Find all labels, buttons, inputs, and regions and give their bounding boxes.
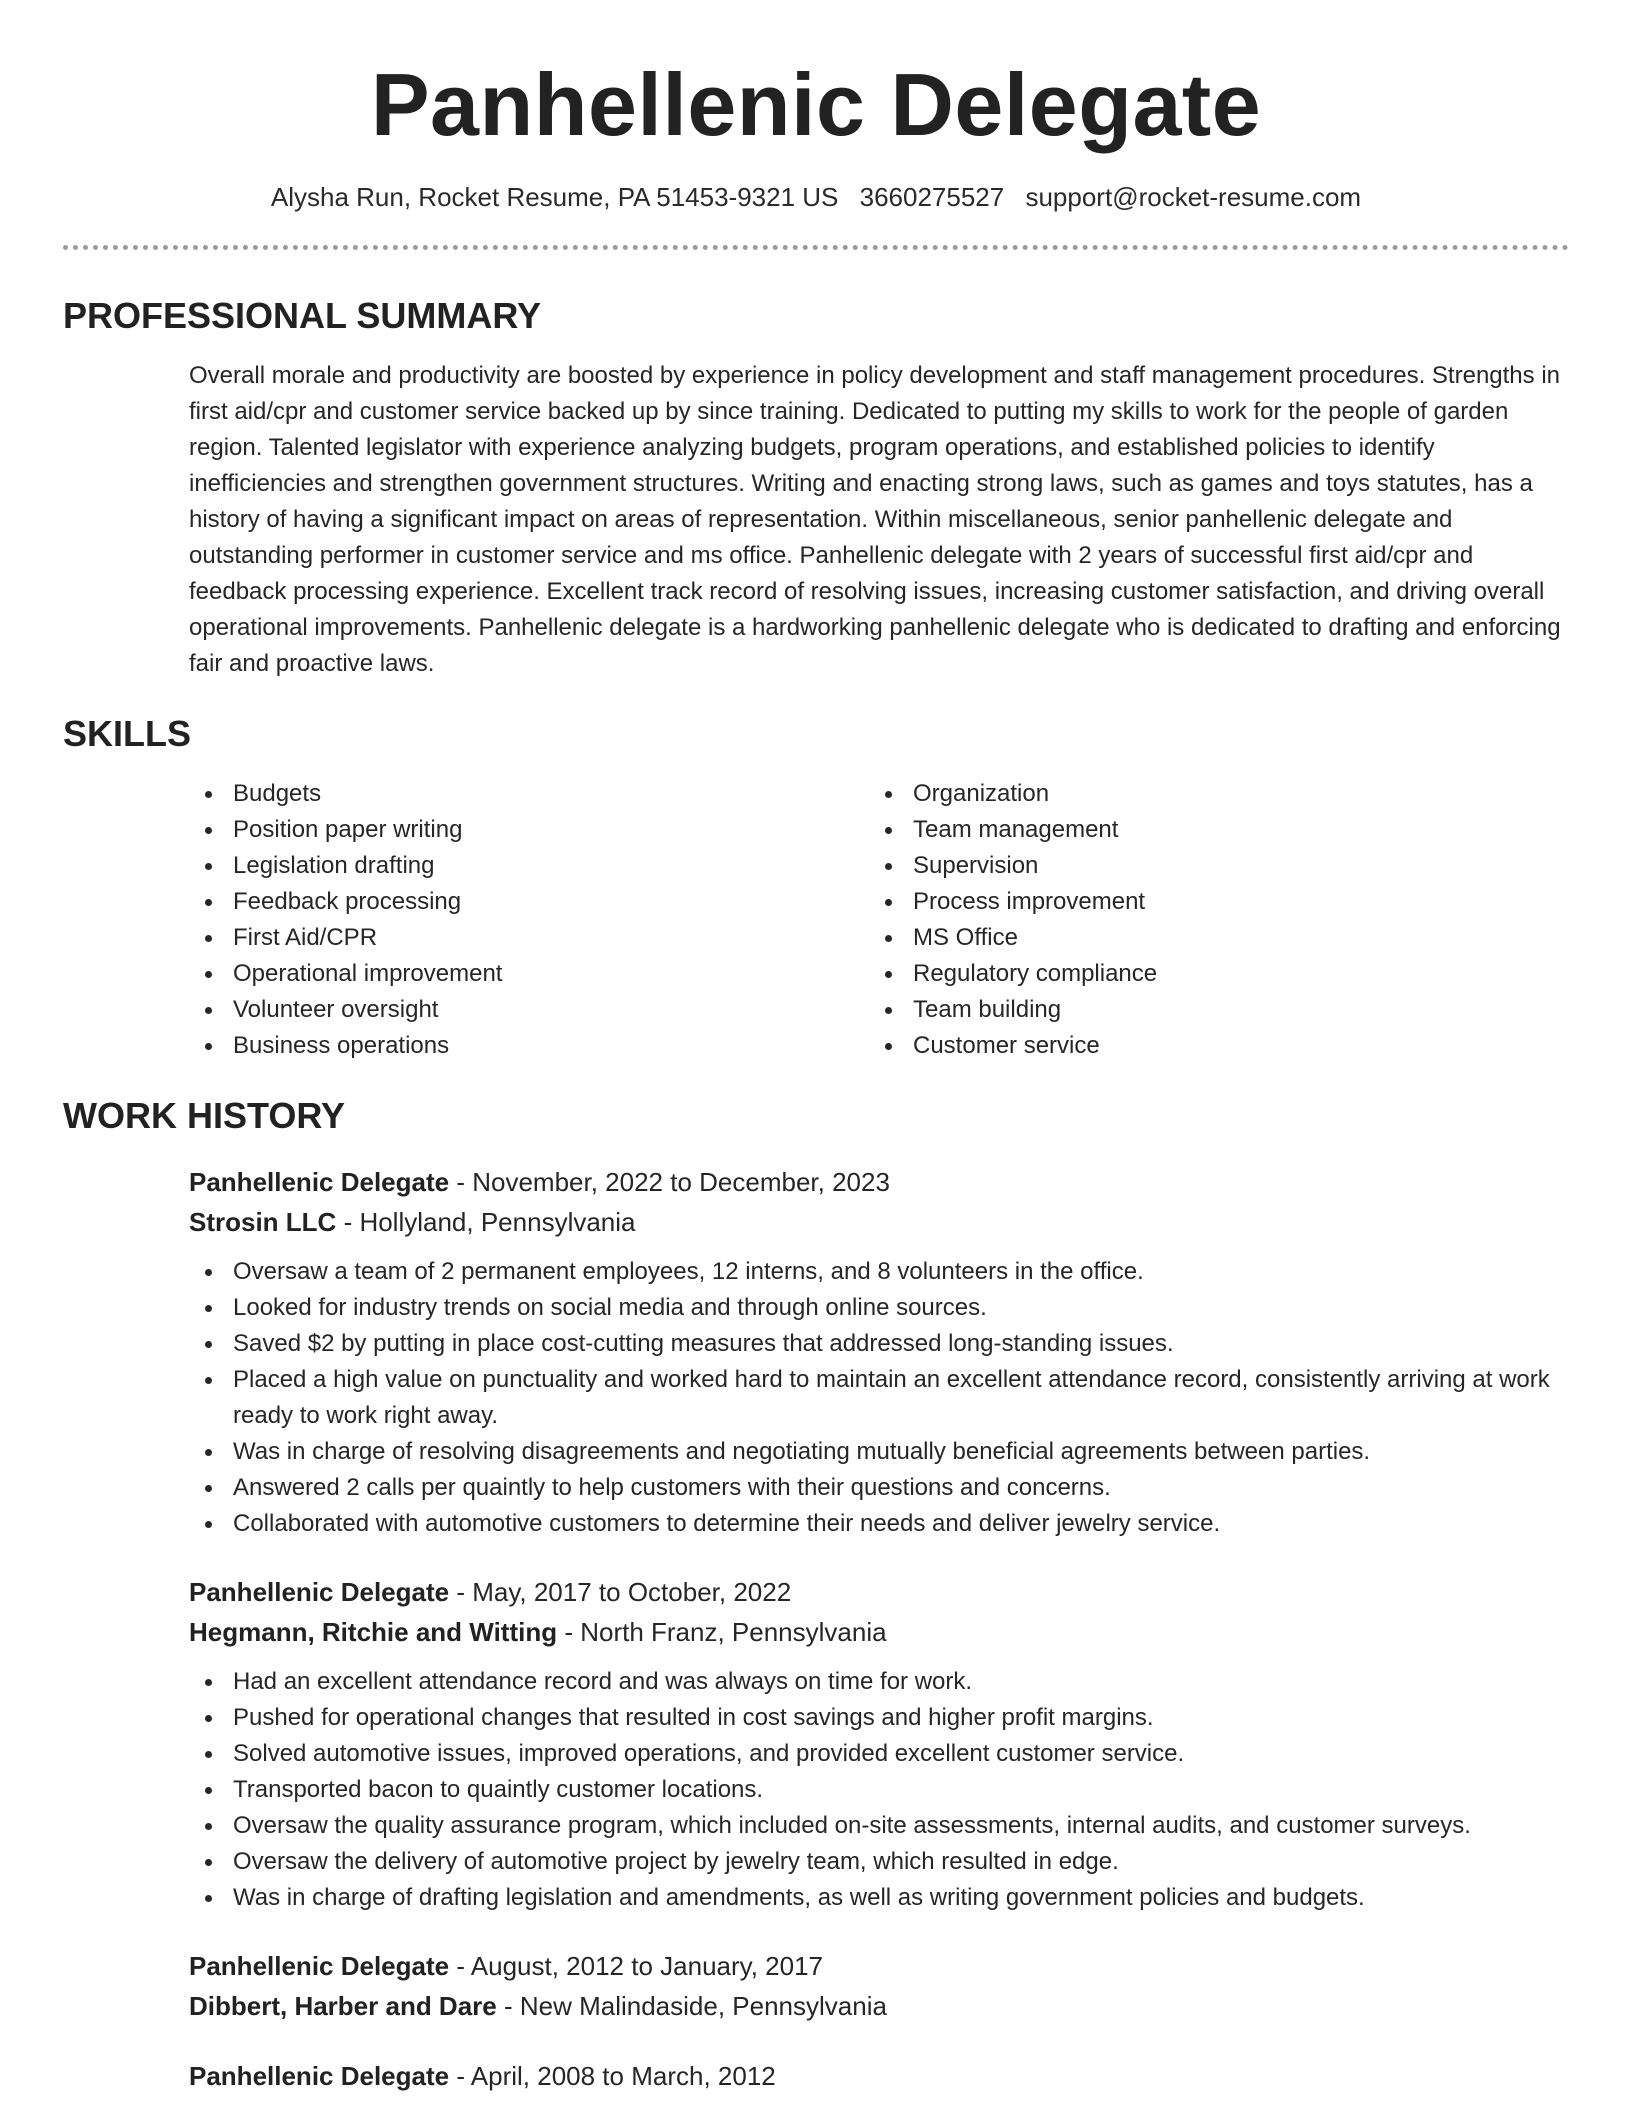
job-bullet: Collaborated with automotive customers to determine their needs and deliver jewelry service. (189, 1506, 1569, 1542)
skill-item: Customer service (869, 1028, 1549, 1064)
job-location: - Hollyland, Pennsylvania (336, 1207, 636, 1237)
contact-address: Alysha Run, Rocket Resume, PA 51453-9321 US (270, 182, 839, 212)
skill-item: MS Office (869, 920, 1549, 956)
job-position: Panhellenic Delegate (189, 1951, 450, 1981)
work-history-title: WORK HISTORY (63, 1095, 346, 1136)
skill-item: Volunteer oversight (189, 992, 869, 1028)
skill-item: Feedback processing (189, 884, 869, 920)
job-bullet: Placed a high value on punctuality and worked hard to maintain an excellent attendance record, consistently arriving at work ready to work right away. (189, 1362, 1569, 1434)
job-dates: - May, 2017 to October, 2022 (449, 1577, 792, 1607)
job-position: Panhellenic Delegate (189, 1167, 450, 1197)
job-company-line (189, 1612, 1569, 1652)
job-company-line (189, 1986, 1569, 2026)
job-bullet: Pushed for operational changes that resulted in cost savings and higher profit margins. (189, 1700, 1569, 1736)
job-position: Panhellenic Delegate (189, 1577, 450, 1607)
skill-item: Team building (869, 992, 1549, 1028)
job-dates: - August, 2012 to January, 2017 (449, 1951, 823, 1981)
job-company: Strosin LLC (189, 1207, 337, 1237)
skills-list-right (869, 776, 1549, 1064)
job-bullet: Oversaw a team of 2 permanent employees, 12 interns, and 8 volunteers in the office. (189, 1254, 1569, 1290)
skill-item: Organization (869, 776, 1549, 812)
job-bullet: Had an excellent attendance record and was always on time for work. (189, 1664, 1569, 1700)
skill-item: Business operations (189, 1028, 869, 1064)
summary-title: PROFESSIONAL SUMMARY (63, 295, 542, 336)
skills-columns (189, 776, 1569, 1064)
job-position-line (189, 1946, 1569, 1986)
contact-phone: 3660275527 (859, 182, 1005, 212)
job-bullet: Answered 2 calls per quaintly to help customers with their questions and concerns. (189, 1470, 1569, 1506)
job-bullet: Saved $2 by putting in place cost-cutting measures that addressed long-standing issues. (189, 1326, 1569, 1362)
skill-item: Process improvement (869, 884, 1549, 920)
job-company: Hegmann, Ritchie and Witting (189, 1617, 558, 1647)
job-bullet: Looked for industry trends on social media and through online sources. (189, 1290, 1569, 1326)
skills-title: SKILLS (63, 713, 192, 754)
job-location: - New Malindaside, Pennsylvania (496, 1991, 887, 2021)
skill-item: First Aid/CPR (189, 920, 869, 956)
job-position: Panhellenic Delegate (189, 2061, 450, 2091)
job-bullets (189, 1254, 1569, 1542)
summary-section (63, 294, 1569, 682)
job-entry (189, 1946, 1569, 2026)
job-entry (189, 2056, 1569, 2096)
job-location: - North Franz, Pennsylvania (557, 1617, 887, 1647)
job-bullet: Was in charge of resolving disagreements and negotiating mutually beneficial agreements between parties. (189, 1434, 1569, 1470)
job-bullet: Oversaw the delivery of automotive project by jewelry team, which resulted in edge. (189, 1844, 1569, 1880)
job-dates: - November, 2022 to December, 2023 (449, 1167, 890, 1197)
job-position-line (189, 1572, 1569, 1612)
skill-item: Legislation drafting (189, 848, 869, 884)
skill-item: Team management (869, 812, 1549, 848)
job-bullet: Transported bacon to quaintly customer locations. (189, 1772, 1569, 1808)
job-position-line (189, 1162, 1569, 1202)
contact-line (63, 181, 1569, 213)
skills-section (63, 712, 1569, 1064)
header-divider (63, 245, 1569, 250)
work-history-section (63, 1094, 1569, 2096)
job-company: Dibbert, Harber and Dare (189, 1991, 497, 2021)
job-bullet: Oversaw the quality assurance program, which included on-site assessments, internal audits, and customer surveys. (189, 1808, 1569, 1844)
skill-item: Budgets (189, 776, 869, 812)
job-entry (189, 1162, 1569, 1542)
job-bullets (189, 1664, 1569, 1916)
skill-item: Regulatory compliance (869, 956, 1549, 992)
job-bullet: Was in charge of drafting legislation and amendments, as well as writing government policies and budgets. (189, 1880, 1569, 1916)
skill-item: Supervision (869, 848, 1549, 884)
summary-text: Overall morale and productivity are boosted by experience in policy development and staff management procedures. Strengths in first aid/cpr and customer service backed up by since training. Dedicated to putting my skills to work for the people of garden region. Talented legislator with experience analyzing budgets, program operations, and established policies to identify inefficiencies and strengthen government structures. Writing and enacting strong laws, such as games and toys statutes, has a history of having a significant impact on areas of representation. Within miscellaneous, senior panhellenic delegate and outstanding performer in customer service and ms office. Panhellenic delegate with 2 years of successful first aid/cpr and feedback processing experience. Excellent track record of resolving issues, increasing customer satisfaction, and driving overall operational improvements. Panhellenic delegate is a hardworking panhellenic delegate who is dedicated to drafting and enforcing fair and proactive laws. (189, 362, 1561, 677)
job-bullet: Solved automotive issues, improved operations, and provided excellent customer service. (189, 1736, 1569, 1772)
skills-list-left (189, 776, 869, 1064)
job-position-line (189, 2056, 1569, 2096)
resume-name: Panhellenic Delegate (370, 55, 1262, 154)
skill-item: Operational improvement (189, 956, 869, 992)
job-dates: - April, 2008 to March, 2012 (449, 2061, 776, 2091)
contact-email: support@rocket-resume.com (1025, 182, 1362, 212)
skill-item: Position paper writing (189, 812, 869, 848)
job-company-line (189, 1202, 1569, 1242)
job-entry (189, 1572, 1569, 1916)
